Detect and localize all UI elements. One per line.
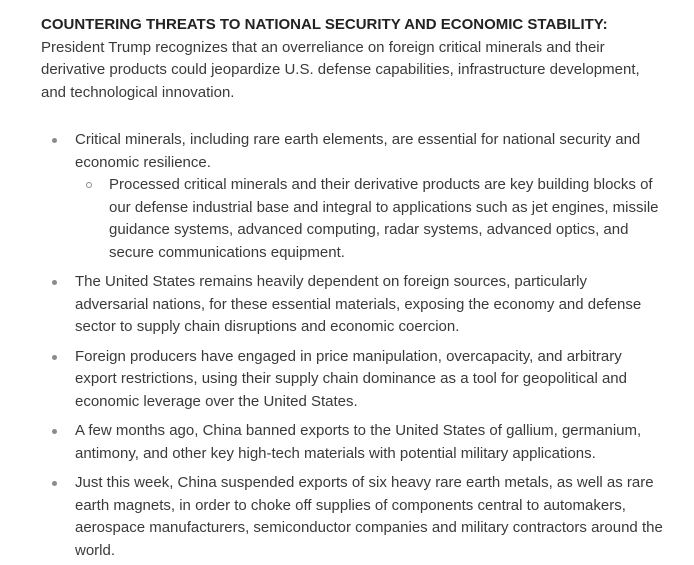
sub-list-item-text: Processed critical minerals and their derivative products are key building blocks of our defense industrial base and integral to applications such as jet engines, missile guidance systems, advanced computing, radar systems, advanced optics, and secure communications equipment. bbox=[109, 176, 659, 261]
list-item bbox=[41, 129, 664, 264]
list-item-text: Just this week, China suspended exports of six heavy rare earth metals, as well as rare earth magnets, in order to choke off supplies of components central to automakers, aerospace manufacturers, semiconductor companies and military contractors around the world. bbox=[75, 474, 663, 559]
list-item bbox=[41, 271, 664, 339]
sub-bullet-list bbox=[75, 174, 664, 264]
bullet-icon bbox=[52, 355, 57, 360]
list-item-text: The United States remains heavily dependent on foreign sources, particularly adversarial nations, for these essential materials, exposing the economy and defense sector to supply chain disruptions and economic coercion. bbox=[75, 273, 642, 335]
bullet-icon bbox=[52, 138, 57, 143]
list-item bbox=[41, 346, 664, 414]
list-item-text: A few months ago, China banned exports to the United States of gallium, germanium, antimony, and other key high-tech materials with potential military applications. bbox=[75, 422, 642, 462]
sub-list-item bbox=[75, 174, 664, 264]
list-item bbox=[41, 420, 664, 465]
bullet-icon bbox=[52, 280, 57, 285]
intro-text: President Trump recognizes that an overreliance on foreign critical minerals and their derivative products could jeopardize U.S. defense capabilities, infrastructure development, and technological innovation. bbox=[41, 38, 640, 101]
list-item bbox=[41, 472, 664, 562]
intro-paragraph bbox=[41, 14, 664, 104]
bullet-icon bbox=[52, 481, 57, 486]
bullet-list bbox=[41, 129, 664, 562]
list-item-text: Foreign producers have engaged in price manipulation, overcapacity, and arbitrary export restrictions, using their supply chain dominance as a tool for geopolitical and economic leverage over the United States. bbox=[75, 347, 627, 410]
list-item-text: Critical minerals, including rare earth elements, are essential for national security and economic resilience. bbox=[75, 131, 641, 171]
bullet-icon bbox=[52, 429, 57, 434]
section-heading: COUNTERING THREATS TO NATIONAL SECURITY AND ECONOMIC STABILITY: bbox=[41, 16, 608, 33]
hollow-bullet-icon bbox=[86, 182, 92, 188]
